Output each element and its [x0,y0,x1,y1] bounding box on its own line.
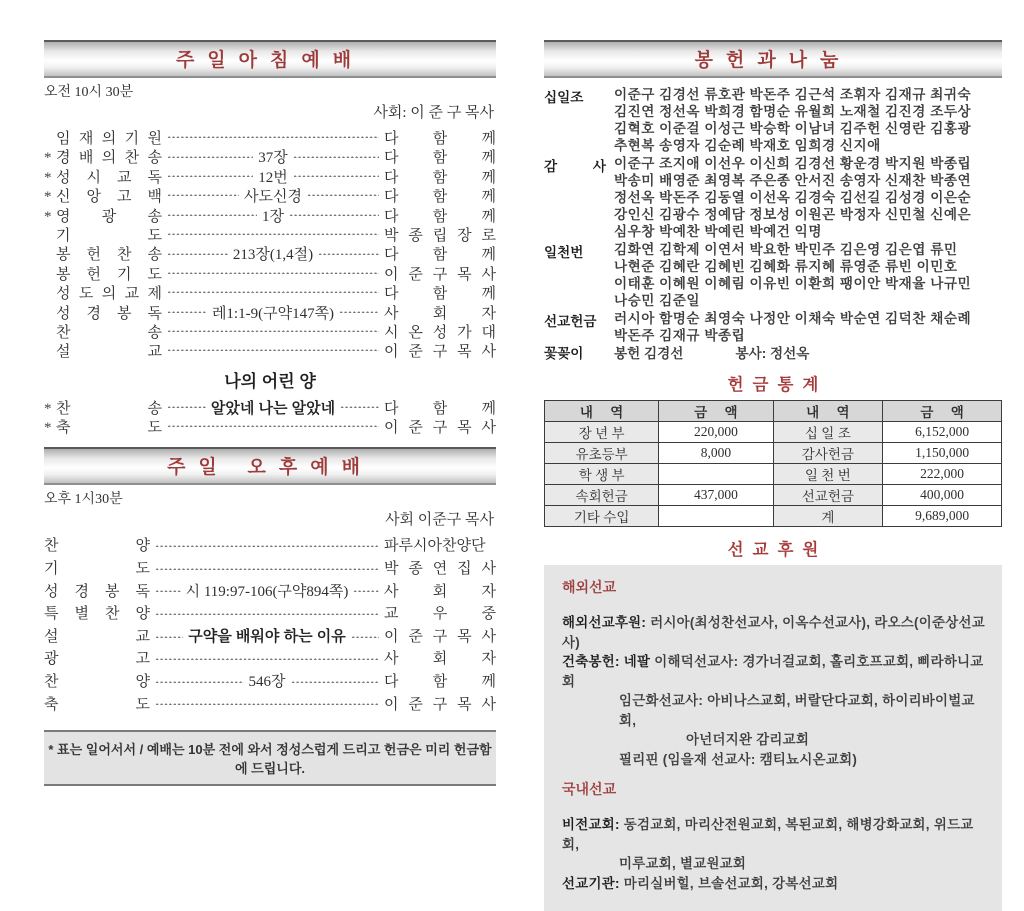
mission-org-line [562,874,986,894]
thanksgiving-group [544,155,1002,240]
worship-item-person: 이 준 구 목 사 [384,420,496,437]
offering-sharing-header [544,40,1002,78]
afternoon-service-leader: 사회 이준구 목사 [385,512,494,529]
dot-leader [167,329,379,332]
worship-item-person: 다 함 께 [384,169,496,186]
morning-service-leader: 사회: 이 준 구 목사 [373,105,494,121]
worship-row [44,625,496,648]
right-page [544,40,1002,911]
morning-service-title: 주일아침예배 [175,50,365,71]
donor-names-line: 나승민 김준일 [614,293,701,308]
donor-names-line: 박송미 배영준 최영복 주은종 안서진 송영자 신재찬 박종연 [614,173,972,188]
philippines-line: 필리핀 (임을재 선교사: 캠티뇨시온교회) [619,751,858,767]
worship-row [44,557,496,580]
mission-offering-group [544,310,1002,344]
dot-leader [167,252,228,255]
worship-row [44,340,496,359]
dot-leader [155,635,183,638]
dot-leader [155,680,244,683]
morning-service-time: 오전 10시 30분 [44,85,134,100]
standing-marker: * [44,169,52,186]
dot-leader [167,290,379,293]
column-header: 금 액 [659,401,773,422]
worship-item-person: 다 함 께 [384,189,496,206]
worship-item-detail: 1장 [262,208,284,225]
thousand-offering-group [544,241,1002,309]
column-header: 내 역 [773,401,883,422]
donor-names-line: 이태훈 이혜원 이혜림 이유빈 이환희 팽이안 박재율 나규민 [614,276,972,291]
worship-item-person: 이 준 구 목 사 [384,344,496,361]
church-line: 아넌더지완 감리교회 [686,732,810,747]
dot-leader [155,612,379,615]
worship-item-person: 다 함 께 [384,286,496,303]
stat-amount [659,464,773,485]
worship-row [44,302,496,321]
stat-amount: 1,150,000 [883,443,1002,464]
worship-item-label: 성 경 봉 독 [56,305,162,322]
worship-item-person: 다 함 께 [384,247,497,264]
stat-amount: 6,152,000 [883,422,1002,443]
worship-row [44,127,496,146]
dot-leader [307,193,379,196]
standing-marker: * [44,420,52,437]
offering-sharing-title: 봉헌과나눔 [694,50,852,71]
worship-item-label: 영 광 송 [56,208,162,225]
worship-item-person: 사 회 자 [384,305,496,322]
donor-names-line: 박돈주 김재규 박종립 [614,328,746,343]
stat-label: 기타 수입 [545,506,659,527]
worship-item-person: 박 종 립 장 로 [384,227,496,244]
worship-item-label: 찬 양 [44,674,150,691]
dot-leader [289,213,379,216]
dot-leader [155,567,379,570]
dot-leader [167,174,253,177]
dot-leader [291,680,380,683]
stat-label: 일 천 번 [773,464,883,485]
worship-row [44,263,496,282]
dot-leader [293,155,379,158]
afternoon-order-list [44,534,496,715]
line-label: 선교기관: [562,875,620,891]
tithe-group [544,86,1002,154]
worship-item-label: 설 교 [56,344,162,361]
worship-item-person: 사 회 자 [384,583,496,600]
worship-item-person: 다 함 께 [384,400,497,417]
worship-row [44,693,496,716]
worship-item-label: 성 시 교 독 [56,169,162,186]
worship-item-person: 이 준 구 목 사 [384,696,496,713]
dot-leader [167,213,257,216]
worship-item-person: 다 함 께 [384,208,496,225]
worship-row [44,224,496,243]
worship-item-label: 광 고 [44,651,150,668]
worship-row [44,282,496,301]
worship-item-label: 설 교 [44,628,150,645]
afternoon-service-header [44,447,496,485]
column-header: 금 액 [883,401,1002,422]
left-page [44,40,496,786]
dot-leader [155,544,379,547]
stat-amount: 400,000 [883,485,1002,506]
line-text: 러시아(최성찬선교사, 이옥수선교사), 라오스(이준상선교사) [562,615,985,650]
stat-label: 선교헌금 [773,485,883,506]
worship-item-detail: 사도신경 [244,189,302,206]
standing-marker: * [44,150,52,167]
sermon-title: 나의 어린 양 [224,371,316,391]
building-offering-line [562,652,986,691]
dot-leader [167,232,379,235]
dot-leader [167,424,379,427]
vision-church-line [562,815,986,854]
morning-service-header [44,40,496,78]
country-label: 네팔 [623,654,651,669]
worship-row [44,416,496,435]
worship-row [44,670,496,693]
worship-item-label: 찬 양 [44,538,150,555]
thanksgiving-label: 감 사 [544,159,606,174]
domestic-mission-heading: 국내선교 [562,781,617,797]
line-text: 이해덕선교사: 경가너걸교회, 홀리호프교회, 삐라하니교회 [562,654,984,689]
standing-marker: * [44,189,52,206]
table-row [545,422,1002,443]
worship-item-person: 사 회 자 [384,651,496,668]
donor-lists [544,86,1002,362]
worship-item-person: 박 종 연 집 사 [384,561,496,578]
stat-label: 십 일 조 [773,422,883,443]
worship-item-detail: 12번 [258,169,288,186]
scripture-reference: 시 119:97-106(구약894쪽) [185,583,349,600]
line-label: 비전교회: [562,817,620,832]
worship-item-person: 시 온 성 가 대 [384,324,496,341]
stat-label: 학 생 부 [545,464,659,485]
worship-item-label: 축 도 [44,696,150,713]
dot-leader [351,635,379,638]
worship-item-label: 경 배 의 찬 송 [56,150,162,167]
worship-item-person: 이 준 구 목 사 [384,628,496,645]
thousand-offering-label: 일천번 [544,245,584,260]
worship-row [44,146,496,165]
dot-leader [155,657,379,660]
offering-stats-title: 헌금통계 [727,375,828,394]
dot-leader [167,310,207,313]
stat-label: 장 년 부 [545,422,659,443]
dot-leader [167,135,379,138]
table-row [545,464,1002,485]
mission-support-title: 선교후원 [727,540,828,559]
scripture-reference: 레1:1-9(구약147쪽) [211,305,335,322]
flower-service: 봉사: 정선옥 [735,346,810,361]
worship-item-label: 찬 송 [56,324,162,341]
dot-leader [353,589,379,592]
donor-names-line: 강인신 김광수 정예담 정보성 이원곤 박정자 신민철 신예은 [614,207,972,222]
table-row [545,443,1002,464]
donor-names-line: 심우창 박예찬 박예린 박예건 익명 [614,224,822,239]
line-label: 건축봉헌: [562,654,620,669]
worship-item-label: 임 재 의 기 원 [56,131,162,147]
worship-row [44,321,496,340]
donor-names-line: 러시아 함명순 최영숙 나정안 이채숙 박순연 김덕찬 채순례 [614,311,972,326]
hymn-title: 알았네 나는 알았네 [210,399,336,417]
afternoon-service-title: 주일 오후예배 [167,457,373,479]
stat-amount: 222,000 [883,464,1002,485]
dot-leader [339,310,379,313]
line-label: 해외선교후원: [562,615,647,630]
worship-row [44,602,496,625]
worship-item-label: 봉 헌 찬 송 [56,247,162,264]
stat-amount: 220,000 [659,422,773,443]
column-header: 내 역 [545,401,659,422]
offering-stats-table [544,400,1002,527]
afternoon-service-time: 오후 1시30분 [44,492,123,508]
worship-item-label: 성 도 의 교 제 [56,286,162,303]
stat-amount: 437,000 [659,485,773,506]
worship-row [44,647,496,670]
donor-names-line: 정선옥 박돈주 김동열 이선옥 김경숙 김선길 김성경 이은순 [614,190,972,205]
donor-names-line: 추현복 송영자 김순례 박재호 임희경 신지애 [614,138,881,153]
mission-support-box [544,565,1002,911]
stat-label: 유초등부 [545,443,659,464]
overseas-support-line [562,613,986,652]
dot-leader [293,174,379,177]
worship-item-person: 다 함 께 [384,150,496,167]
worship-item-person: 이 준 구 목 사 [384,266,496,283]
worship-row [44,580,496,603]
worship-item-person: 다 함 께 [384,674,496,691]
hymn-number: 546장 [248,674,286,691]
donor-names-line: 김진연 정선옥 박희경 함명순 유월희 노재철 김진경 조두상 [614,104,972,119]
worship-item-person: 교 우 중 [384,606,496,623]
dot-leader [167,271,379,274]
table-row [545,485,1002,506]
worship-item-label: 신 앙 고 백 [56,189,162,206]
table-row [545,506,1002,527]
stat-amount: 8,000 [659,443,773,464]
worship-item-label: 기 도 [44,561,150,578]
dot-leader [167,348,379,351]
stat-amount [659,506,773,527]
worship-item-label: 특 별 찬 양 [44,606,150,623]
bulletin-footer-note: * 표는 일어서서 / 예배는 10분 전에 와서 정성스럽게 드리고 헌금은 미리 헌금함에 드립니다. [44,730,496,786]
total-amount: 9,689,000 [883,506,1002,527]
flower-offering-label: 꽃꽂이 [544,346,584,361]
worship-item-label: 찬 송 [56,400,162,417]
worship-item-person: 다 함 께 [384,131,496,147]
standing-marker: * [44,208,52,225]
line-text: 동검교회, 마리산전원교회, 복된교회, 해병강화교회, 위드교회, [562,817,974,852]
dot-leader [155,589,181,592]
sermon-title-afternoon: 구약을 배워야 하는 이유 [188,627,346,645]
total-label: 계 [773,506,883,527]
overseas-mission-heading: 해외선교 [562,579,617,595]
dot-leader [318,252,379,255]
donor-names-line: 나현준 김혜란 김혜빈 김혜화 류지혜 류영준 류빈 이민호 [614,259,958,274]
flower-offering-group [544,345,1002,362]
standing-marker: * [44,400,52,417]
worship-item-detail: 37장 [258,150,288,167]
donor-names-line: 김화연 김학제 이연서 박요한 박민주 김은영 김은엽 류민 [614,242,958,257]
dot-leader [167,193,239,196]
donor-names-line: 이준구 김경선 류호관 박돈주 김근석 조휘자 김재규 최귀숙 [614,87,972,102]
worship-item-label: 축 도 [56,420,162,437]
worship-row [44,243,496,262]
worship-item-label: 기 도 [56,227,162,244]
donor-names-line: 김혁호 이준걸 이성근 박승학 이남녀 김주헌 신영란 김홍광 [614,121,972,136]
stat-label: 감사헌금 [773,443,883,464]
worship-row [44,534,496,557]
worship-row [44,205,496,224]
tithe-label: 십일조 [544,90,584,105]
worship-row [44,185,496,204]
worship-item-label: 봉 헌 기 도 [56,266,162,283]
worship-item-person: 파루시아찬양단 [384,538,486,555]
vision-church-line2: 미루교회, 별교원교회 [619,856,747,871]
dot-leader [167,405,206,408]
mission-offering-label: 선교헌금 [544,314,597,329]
table-header-row [545,401,1002,422]
stat-label: 속회헌금 [545,485,659,506]
dot-leader [340,405,379,408]
worship-item-label: 성 경 봉 독 [44,583,150,600]
line-text: 마리실버힐, 브솔선교회, 강복선교회 [623,875,839,891]
morning-order-list [44,127,496,360]
worship-row [44,397,496,416]
dot-leader [167,155,253,158]
flower-donation: 봉헌 김경선 [614,346,684,361]
donor-names-line: 이준구 조지애 이선우 이신희 김경선 황운경 박지원 박종립 [614,156,972,171]
missionary-line: 임근화선교사: 아비나스교회, 버랄단다교회, 하이리바이벌교회, [619,693,975,728]
dot-leader [155,702,379,705]
worship-item-detail: 213장(1,4절) [232,247,314,264]
worship-row [44,166,496,185]
